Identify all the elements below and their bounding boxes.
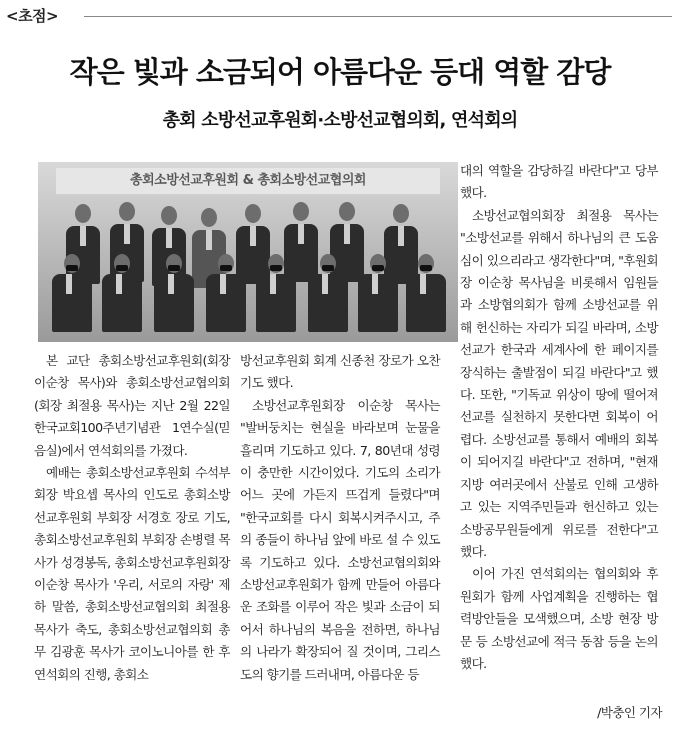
person-figure — [206, 254, 246, 334]
article-paragraph: 방선교후원회 회계 신종천 장로가 오찬기도 했다. — [240, 353, 440, 391]
group-photo — [38, 162, 458, 342]
article-column-2 — [240, 350, 440, 686]
person-figure — [358, 254, 398, 334]
section-tag: <초점> — [6, 7, 59, 25]
article-column-1 — [34, 350, 230, 686]
article-column-3 — [460, 160, 658, 675]
byline: /박충인 기자 — [597, 705, 662, 720]
subhead: 총회 소방선교후원회·소방선교협의회, 연석회의 — [162, 110, 518, 131]
person-figure — [102, 254, 142, 334]
person-figure — [256, 254, 296, 334]
article-paragraph: 대의 역할을 감당하길 바란다"고 당부했다. — [460, 163, 658, 201]
person-figure — [308, 254, 348, 334]
article-paragraph: 소방선교협의회장 최절용 목사는 "소방선교를 위해서 하나님의 큰 도움심이 있으리라고 생각한다"며, "후원회장 이순창 목사님을 비롯해서 임원들과 소방협의회가 함께 소방선교를 위해 헌신하는 자리가 되길 바라며, 소방선교가 한국과 세계사에 한 페이지를 장식하는 출발점이 되길 바란다"고 했다. 또한, "기독교 위상이 땅에 떨어져 선교를 실천하지 못한다면 회복이 어렵다. 소방선교를 통해서 예배의 회복이 되어지길 바란다"고 전하며, "현재 지방 여러곳에서 산불로 인해 고생하고 있는 지역주민들과 헌신하고 있는 소방공무원들에게 위로를 전한다"고 했다. — [460, 207, 658, 559]
article-paragraph: 본 교단 총회소방선교후원회(회장 이순창 목사)와 총회소방선교협의회(회장 최절용 목사)는 지난 2월 22일 한국교회100주년기념관 1연수실(믿음실)에서 연석회의를 가졌다. — [34, 353, 230, 458]
person-figure — [52, 254, 92, 334]
article-paragraph: 이어 가진 연석회의는 협의회와 후원회가 함께 사업계획을 진행하는 협력방안들을 모색했으며, 소방 현장 방문 등 소방선교에 적극 동참 등을 논의했다. — [460, 566, 658, 671]
article-paragraph: 예배는 총회소방선교후원회 수석부회장 박요셉 목사의 인도로 총회소방선교후원회 부회장 서경호 장로 기도, 총회소방선교후원회 부회장 손병렬 목사가 성경봉독, 총회소방선교후원회장 이순창 목사가 '우리, 서로의 자랑' 제하 말씀, 총회소방선교협의회 최절용 목사가 축도, 총회소방선교협의회 총무 김광훈 목사가 코이노니아를 한 후 연석회의 진행, 총회소 — [34, 465, 230, 682]
headline: 작은 빛과 소금되어 아름다운 등대 역할 감당 — [69, 55, 611, 89]
photo-banner: 총회소방선교후원회 & 총회소방선교협의회 — [56, 168, 440, 194]
article-paragraph: 소방선교후원회장 이순창 목사는 "발버둥치는 현실을 바라보며 눈물을 흘리며 기도하고 있다. 7, 80년대 성령이 충만한 시간이었다. 기도의 소리가 어느 곳에 가든지 뜨겁게 들렸다"며 "한국교회를 다시 회복시켜주시고, 주의 종들이 하나님 앞에 바로 설 수 있도록 기도하고 있다. 소방선교협의회와 소방선교후원회가 함께 만들어 아름다운 조화를 이루어 작은 빛과 소금이 되어서 하나님의 복음을 전하면, 하나님의 나라가 확장되어 질 것이며, 그리스도의 향기를 드러내며, 아름다운 등 — [240, 397, 440, 682]
top-rule — [84, 16, 672, 17]
person-figure — [406, 254, 446, 334]
person-figure — [154, 254, 194, 334]
